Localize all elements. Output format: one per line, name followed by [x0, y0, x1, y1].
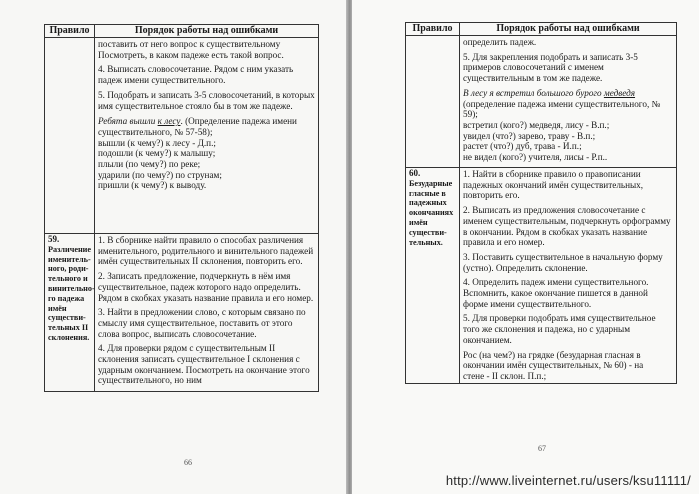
right-rule-title: Безударные гласные в падежных окончаниях имён существи-тельных. — [409, 178, 454, 247]
right-rule-60 — [406, 168, 460, 384]
right-example-underlined: медведя — [603, 87, 636, 98]
right-example-line: растет (что?) дуб, трава - И.п.; — [463, 141, 582, 152]
left-header-procedure: Порядок работы над ошибками — [95, 25, 319, 38]
left-rule-title: Различение именитель-ного, роди-тельного и винительно-го падежа имён существи-тельных II склонения. — [48, 244, 95, 342]
right-row1-para-1: определить падеж. — [463, 37, 537, 47]
left-row1-procedure — [95, 38, 319, 234]
left-rule-number: 59. — [48, 234, 60, 244]
right-row1-para-2: 5. Для закрепления подобрать и записать 3-5 примеров словосочетаний с именем существительным в том же падеже. — [463, 51, 638, 84]
right-header-rule: Правило — [406, 23, 460, 36]
right-table — [405, 22, 677, 384]
left-example-line: плыли (по чему?) по реке; — [98, 159, 201, 170]
right-row2-para-1: 1. Найти в сборнике правило о правописании падежных окончаний имён существительных, повторить его. — [463, 169, 644, 201]
left-example-underlined: к лесу — [157, 116, 181, 127]
right-row2-para-3: 3. Поставить существительное в начальную форму (устно). Определить склонение. — [463, 251, 663, 273]
left-page-number: 66 — [184, 458, 192, 467]
left-row1-para-1: поставить от него вопрос к существительному Посмотреть, в каком падеже есть такой вопрос. — [98, 39, 284, 60]
right-rule-number: 60. — [409, 168, 421, 178]
right-row2-para-2: 2. Выписать из предложения словосочетание с именем существительным, подчеркнуть орфограмму в окончании. Рядом в скобках указать название правила и его номер. — [463, 205, 671, 248]
left-example-line: ударили (по чему?) по струнам; — [98, 169, 222, 180]
right-row2-procedure — [460, 168, 677, 384]
right-page-number: 67 — [538, 444, 546, 453]
right-example-heading: В лесу я встретил большого бурого медведя (определение падежа имени существительного, № 59); — [463, 87, 661, 120]
right-row1-rule-cell — [406, 36, 460, 168]
left-row2-para-3: 3. Найти в предложении слово, с которым связано по смыслу имя существительное, поставить от этого слова вопрос, выписать словосочетание. — [98, 307, 306, 339]
left-page — [0, 0, 348, 494]
right-example-line: увидел (что?) зарево, траву - В.п.; — [463, 130, 596, 141]
right-row2-para-5: 5. Для проверки подобрать имя существительное того же склонения и падежа, но с ударным окончанием. — [463, 313, 656, 345]
watermark-url: http://www.liveinternet.ru/users/ksu11111/ — [445, 473, 691, 488]
left-table — [44, 24, 319, 392]
right-header-procedure: Порядок работы над ошибками — [460, 23, 677, 36]
right-example-line: встретил (кого?) медведя, лису - В.п.; — [463, 119, 610, 130]
right-example-line: не видел (кого?) учителя, лисы - Р.п.. — [463, 152, 608, 163]
right-row2-example-line: Рос (на чем?) на грядке (безударная гласная в окончании имён существительных, № 60) - на — [463, 349, 644, 371]
left-example-line: подошли (к чему?) к малышу; — [98, 148, 216, 159]
left-row2-para-1: 1. В сборнике найти правило о способах различения именительного, родительного и винительного падежей имён существительных II склонения, повторить его. — [98, 235, 314, 267]
left-header-rule: Правило — [45, 25, 95, 38]
left-example-heading: Ребята вышли к лесу. (Определение падежа имени существительного, № 57-58); — [98, 116, 297, 137]
left-row1-para-2: 4. Выписать словосочетание. Рядом с ним указать падеж имени существительного. — [98, 64, 294, 86]
right-row1-procedure — [460, 36, 677, 168]
left-row2-para-4: 4. Для проверки рядом с существительным II склонения записать существительное I склонения с ударным окончанием. Посмотреть на окончание этого существительного, но ним — [98, 343, 310, 386]
left-example-line: пришли (к чему?) к выводу. — [98, 180, 207, 191]
left-example-line: вышли (к чему?) к лесу - Д.п.; — [98, 137, 216, 148]
right-row2-example-line: стене - II склон. П.п.; — [463, 370, 547, 381]
left-row2-para-2: 2. Записать предложение, подчеркнуть в нём имя существительное, падеж которого надо определить. Рядом в скобках указать название правила и его номер. — [98, 271, 314, 303]
left-rule-59 — [45, 234, 95, 392]
right-page — [352, 0, 699, 494]
left-row1-para-3: 5. Подобрать и записать 3-5 словосочетаний, в которых имя существительное стояло бы в том же падеже. — [98, 89, 315, 111]
left-row2-procedure — [95, 234, 319, 392]
left-row1-rule-cell — [45, 38, 95, 234]
right-row2-para-4: 4. Определить падеж имени существительного. Вспомнить, какое окончание пишется в данной форме имени существительного. — [463, 277, 649, 309]
